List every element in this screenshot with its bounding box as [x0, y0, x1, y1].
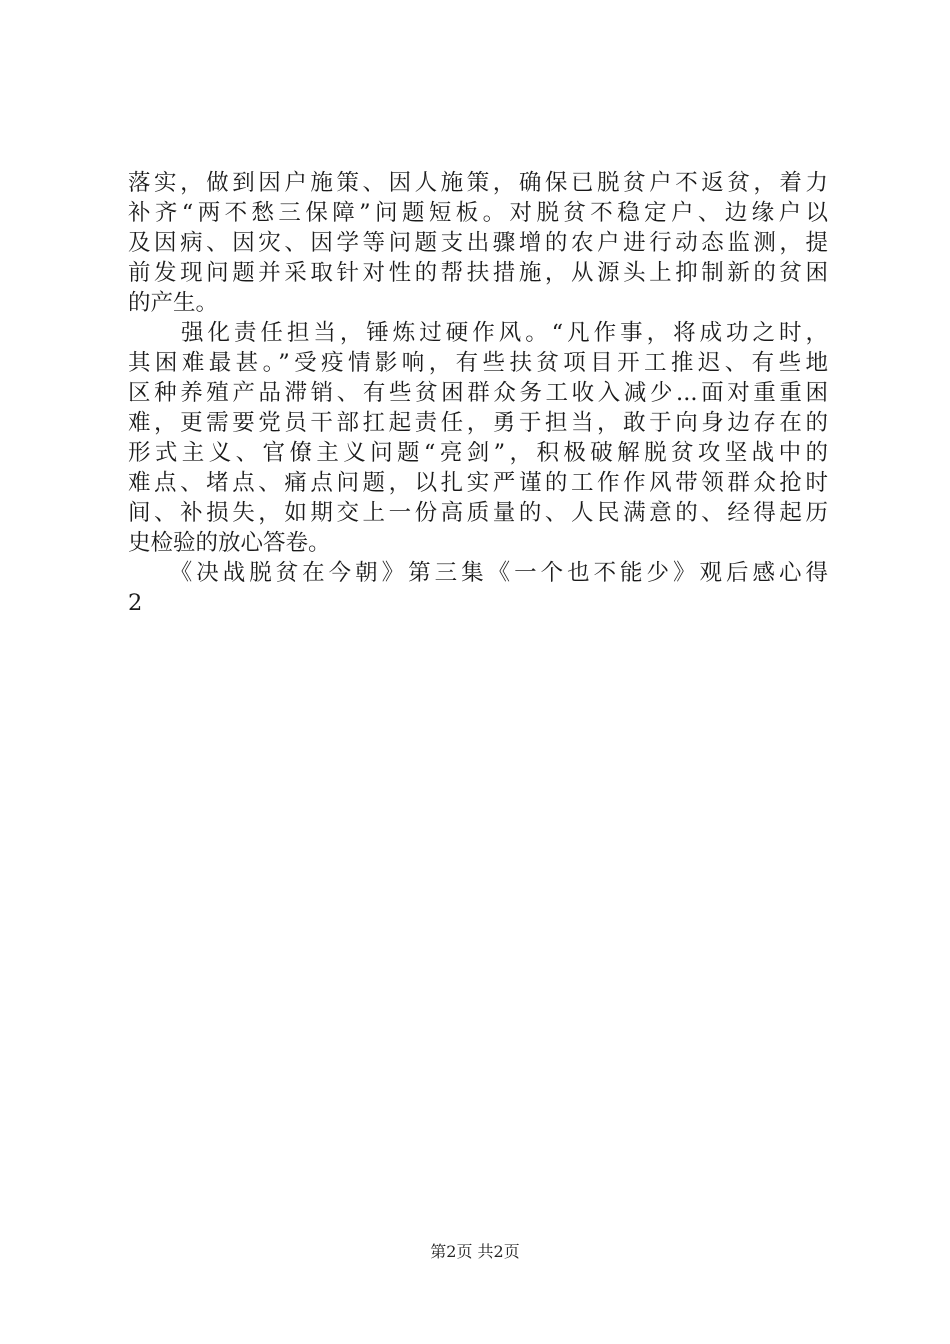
body-line: 难，更需要党员干部扛起责任，勇于担当，敢于向身边存在的 — [128, 410, 828, 436]
body-line: 补齐“两不愁三保障”问题短板。对脱贫不稳定户、边缘户以 — [128, 200, 828, 226]
body-line: 区种养殖产品滞销、有些贫困群众务工收入减少...面对重重困 — [128, 380, 828, 406]
body-line: 间、补损失，如期交上一份高质量的、人民满意的、经得起历 — [128, 500, 828, 526]
heading-line: 2 — [128, 590, 143, 616]
body-line: 史检验的放心答卷。 — [128, 530, 331, 556]
body-line: 其困难最甚。”受疫情影响，有些扶贫项目开工推迟、有些地 — [128, 350, 828, 376]
body-line: 及因病、因灾、因学等问题支出骤增的农户进行动态监测，提 — [128, 230, 828, 256]
body-line: 的产生。 — [128, 290, 219, 316]
body-line: 难点、堵点、痛点问题，以扎实严谨的工作作风带领群众抢时 — [128, 470, 828, 496]
page-footer: 第2页 共2页 — [430, 1242, 520, 1261]
heading-line: 《决战脱贫在今朝》第三集《一个也不能少》观后感心得 — [128, 560, 828, 586]
document-body — [128, 168, 828, 618]
body-line: 前发现问题并采取针对性的帮扶措施，从源头上抑制新的贫困 — [128, 260, 828, 286]
body-line: 强化责任担当，锤炼过硬作风。“凡作事，将成功之时， — [128, 320, 828, 346]
body-line: 形式主义、官僚主义问题“亮剑”，积极破解脱贫攻坚战中的 — [128, 440, 828, 466]
body-line: 落实，做到因户施策、因人施策，确保已脱贫户不返贫，着力 — [128, 170, 828, 196]
